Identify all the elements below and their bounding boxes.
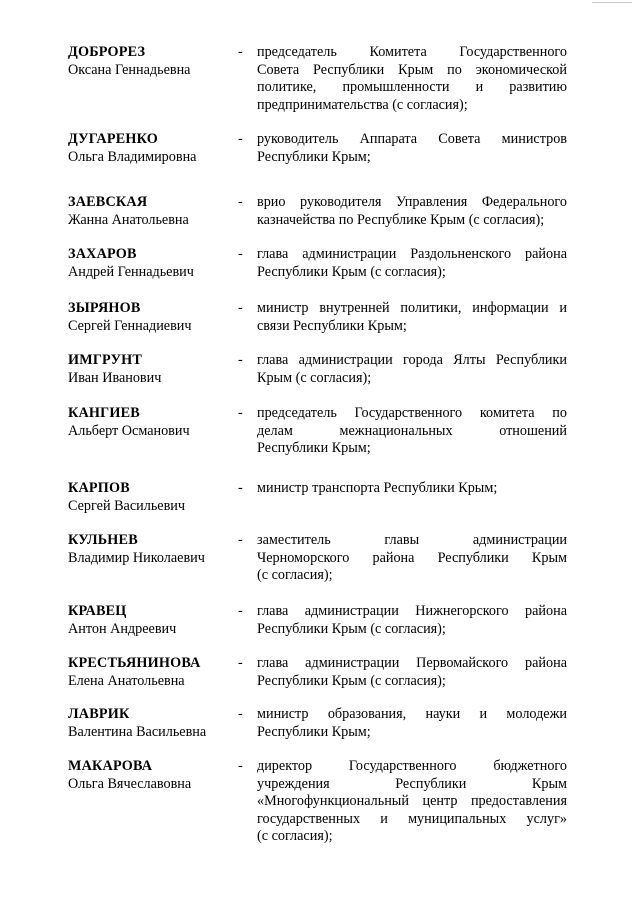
scan-mark: [592, 2, 632, 3]
dash: -: [238, 532, 243, 548]
given-name: Ольга Вячеславовна: [68, 776, 192, 792]
given-name: Альберт Османович: [68, 423, 190, 439]
role-line: Крым (с согласия);: [257, 369, 372, 386]
given-name: Сергей Геннадиевич: [68, 318, 192, 334]
role-line: врио руководителя Управления Федерального: [257, 194, 567, 210]
surname: КРЕСТЬЯНИНОВА: [68, 655, 201, 671]
dash: -: [238, 603, 243, 619]
dash: -: [238, 131, 243, 147]
surname: КРАВЕЦ: [68, 603, 127, 619]
surname: КАРПОВ: [68, 480, 130, 496]
surname: ЗАЕВСКАЯ: [68, 194, 148, 210]
surname: ЛАВРИК: [68, 706, 130, 722]
dash: -: [238, 405, 243, 421]
role-text: [257, 655, 567, 690]
role-line: учреждения Республики Крым: [257, 775, 567, 792]
role-line: (с согласия);: [257, 828, 333, 845]
role-line: делам межнациональных отношений: [257, 422, 567, 439]
role-line: глава администрации Раздольненского района: [257, 246, 567, 262]
role-line: министр транспорта Республики Крым;: [257, 480, 498, 496]
role-text: [257, 706, 567, 741]
role-line: министр внутренней политики, информации и: [257, 300, 567, 316]
role-line: министр образования, науки и молодежи: [257, 706, 567, 722]
role-text: [257, 352, 567, 387]
role-text: [257, 300, 567, 335]
given-name: Валентина Васильевна: [68, 724, 207, 740]
given-name: Ольга Владимировна: [68, 149, 197, 165]
role-line: Республики Крым (с согласия);: [257, 672, 446, 689]
dash: -: [238, 246, 243, 262]
role-line: директор Государственного бюджетного: [257, 758, 567, 774]
role-line: председатель Государственного комитета по: [257, 405, 567, 421]
dash: -: [238, 194, 243, 210]
surname: ДУГАРЕНКО: [68, 131, 159, 147]
role-text: [257, 405, 567, 458]
dash: -: [238, 480, 243, 496]
surname: ИМГРУНТ: [68, 352, 143, 368]
role-text: [257, 131, 567, 166]
role-line: руководитель Аппарата Совета министров: [257, 131, 567, 147]
dash: -: [238, 44, 243, 60]
role-line: глава администрации города Ялты Республики: [257, 352, 567, 368]
given-name: Владимир Николаевич: [68, 550, 205, 566]
role-line: Совета Республики Крым по экономической: [257, 61, 567, 78]
role-line: Республики Крым (с согласия);: [257, 620, 446, 637]
role-line: связи Республики Крым;: [257, 317, 407, 334]
role-line: глава администрации Первомайского района: [257, 655, 567, 671]
role-line: предпринимательства (с согласия);: [257, 96, 468, 113]
given-name: Андрей Геннадьевич: [68, 264, 194, 280]
given-name: Елена Анатольевна: [68, 673, 185, 689]
dash: -: [238, 300, 243, 316]
surname: ЗАХАРОВ: [68, 246, 137, 262]
dash: -: [238, 758, 243, 774]
role-text: [257, 758, 567, 846]
role-text: [257, 532, 567, 585]
role-line: заместитель главы администрации: [257, 532, 567, 548]
role-line: Республики Крым;: [257, 723, 371, 740]
role-line: казначейства по Республике Крым (с согласия);: [257, 211, 545, 228]
role-text: [257, 480, 567, 498]
surname: МАКАРОВА: [68, 758, 153, 774]
dash: -: [238, 706, 243, 722]
role-text: [257, 603, 567, 638]
role-line: Республики Крым;: [257, 440, 371, 457]
given-name: Иван Иванович: [68, 370, 162, 386]
role-line: Республики Крым;: [257, 148, 371, 165]
role-line: председатель Комитета Государственного: [257, 44, 567, 60]
dash: -: [238, 352, 243, 368]
surname: ДОБРОРЕЗ: [68, 44, 146, 60]
role-line: (с согласия);: [257, 567, 333, 584]
surname: КАНГИЕВ: [68, 405, 140, 421]
given-name: Оксана Геннадьевна: [68, 62, 191, 78]
surname: ЗЫРЯНОВ: [68, 300, 141, 316]
dash: -: [238, 655, 243, 671]
role-text: [257, 194, 567, 229]
given-name: Сергей Васильевич: [68, 498, 186, 514]
given-name: Жанна Анатольевна: [68, 212, 189, 228]
role-line: политике, промышленности и развитию: [257, 79, 567, 96]
role-line: Черноморского района Республики Крым: [257, 549, 567, 566]
role-text: [257, 44, 567, 114]
role-line: государственных и муниципальных услуг»: [257, 810, 567, 827]
given-name: Антон Андреевич: [68, 621, 177, 637]
role-line: глава администрации Нижнегорского района: [257, 603, 567, 619]
surname: КУЛЬНЕВ: [68, 532, 138, 548]
role-line: «Многофункциональный центр предоставления: [257, 793, 567, 810]
role-line: Республики Крым (с согласия);: [257, 263, 446, 280]
role-text: [257, 246, 567, 281]
